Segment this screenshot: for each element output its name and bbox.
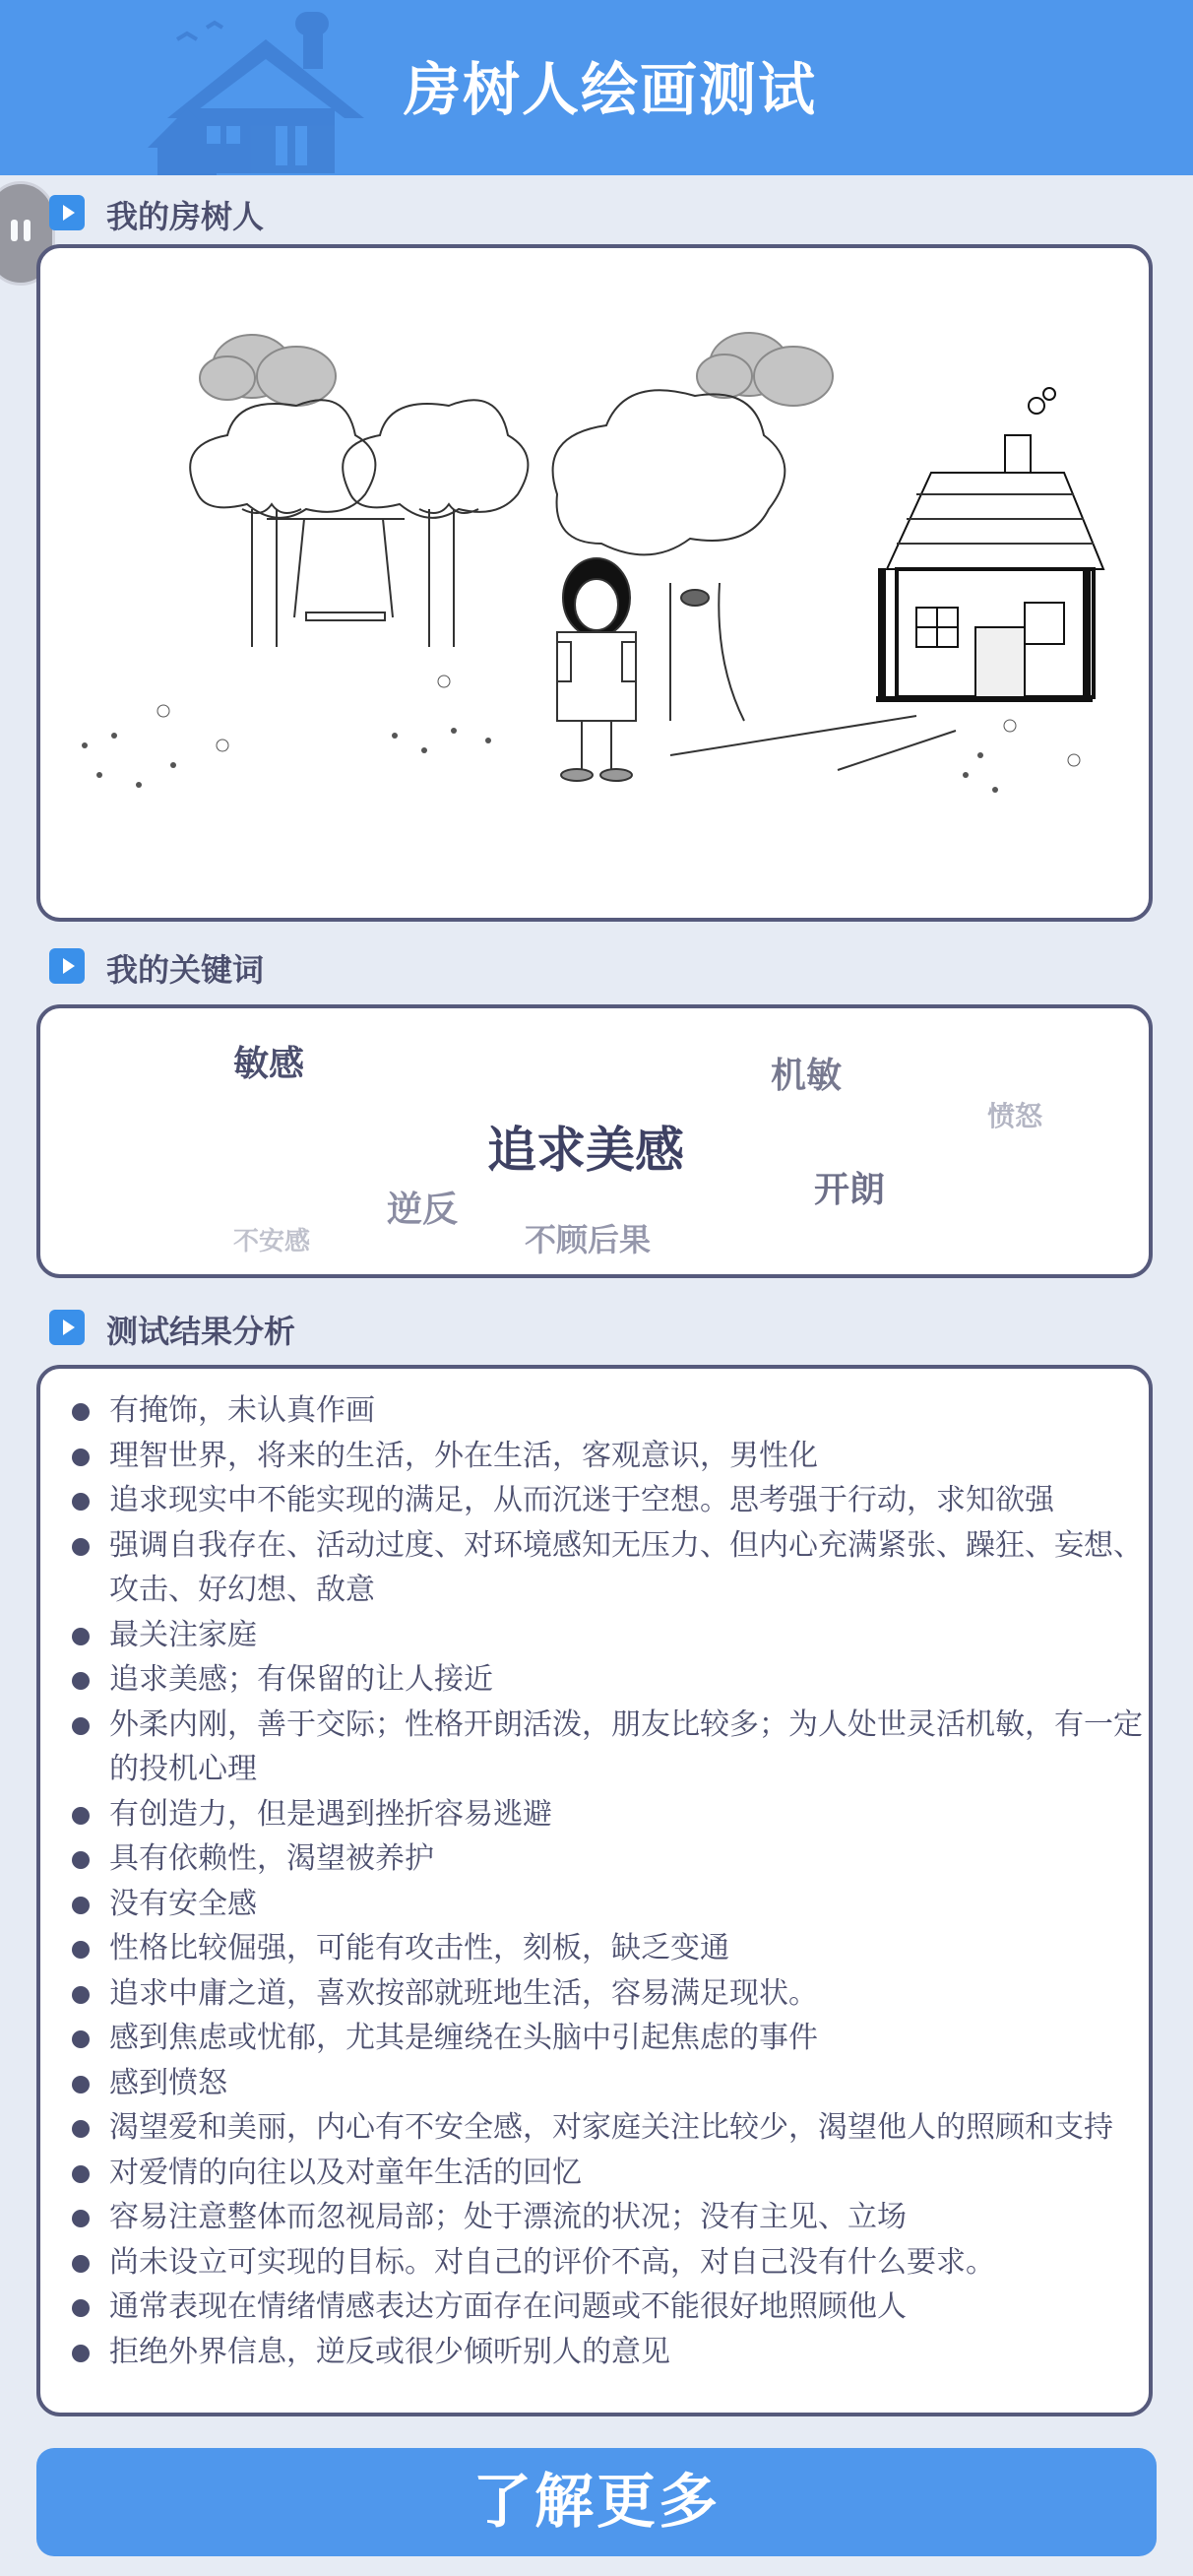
analysis-item: 有掩饰，未认真作画 [68, 1388, 1149, 1434]
analysis-item: 拒绝外界信息，逆反或很少倾听别人的意见 [68, 2330, 1149, 2375]
section-title: 测试结果分析 [106, 1313, 296, 1350]
keyword: 不安感 [233, 1227, 311, 1256]
analysis-item: 最关注家庭 [68, 1613, 1149, 1658]
drawing-card [36, 244, 1153, 922]
pause-bar-icon [24, 220, 31, 241]
keyword: 敏感 [233, 1044, 305, 1084]
section-title: 我的关键词 [106, 951, 265, 989]
keyword: 愤怒 [987, 1100, 1043, 1132]
analysis-item: 性格比较倔强，可能有攻击性，刻板，缺乏变通 [68, 1926, 1149, 1971]
analysis-item: 具有依赖性，渴望被养护 [68, 1836, 1149, 1882]
analysis-item: 强调自我存在、活动过度、对环境感知无压力、但内心充满紧张、躁狂、妄想、攻击、好幻想、敌意 [68, 1523, 1149, 1613]
analysis-item: 感到愤怒 [68, 2061, 1149, 2106]
analysis-item: 通常表现在情绪情感表达方面存在问题或不能很好地照顾他人 [68, 2285, 1149, 2330]
twin-trees-with-swing [190, 400, 528, 647]
analysis-item: 对爱情的向往以及对童年生活的回忆 [68, 2151, 1149, 2196]
keywords-card [36, 1004, 1153, 1278]
house-tree-person-drawing [40, 248, 1149, 918]
analysis-item: 渴望爱和美丽，内心有不安全感，对家庭关注比较少，渴望他人的照顾和支持 [68, 2105, 1149, 2151]
analysis-item: 有创造力，但是遇到挫折容易逃避 [68, 1792, 1149, 1837]
section-title: 我的房树人 [106, 198, 265, 235]
analysis-item: 追求美感；有保留的让人接近 [68, 1657, 1149, 1703]
person-figure [557, 558, 636, 781]
play-icon [49, 948, 85, 984]
keyword: 机敏 [771, 1056, 843, 1096]
analysis-item: 理智世界，将来的生活，外在生活，客观意识，男性化 [68, 1434, 1149, 1479]
analysis-item: 追求中庸之道，喜欢按部就班地生活，容易满足现状。 [68, 1971, 1149, 2017]
analysis-card[interactable] [36, 1365, 1153, 2416]
keyword: 追求美感 [487, 1122, 684, 1179]
play-icon [49, 1310, 85, 1345]
analysis-item: 追求现实中不能实现的满足，从而沉迷于空想。思考强于行动，求知欲强 [68, 1478, 1149, 1523]
analysis-item: 尚未设立可实现的目标。对自己的评价不高，对自己没有什么要求。 [68, 2240, 1149, 2286]
cloud-icon [200, 335, 336, 406]
analysis-list [40, 1369, 1149, 2374]
analysis-item: 感到焦虑或忧郁，尤其是缠绕在头脑中引起焦虑的事件 [68, 2016, 1149, 2061]
house-drawing [877, 388, 1103, 701]
analysis-item: 没有安全感 [68, 1882, 1149, 1927]
keyword: 不顾后果 [525, 1221, 652, 1258]
learn-more-button[interactable]: 了解更多 [36, 2448, 1157, 2556]
page-title: 房树人绘画测试 [404, 56, 818, 123]
keyword: 逆反 [387, 1190, 459, 1230]
keyword: 开朗 [814, 1170, 886, 1210]
play-icon [49, 195, 85, 230]
analysis-item: 容易注意整体而忽视局部；处于漂流的状况；没有主见、立场 [68, 2195, 1149, 2240]
house-logo-icon [148, 0, 404, 175]
analysis-item: 外柔内刚，善于交际；性格开朗活泼，朋友比较多；为人处世灵活机敏，有一定的投机心理 [68, 1703, 1149, 1792]
app-header [0, 0, 1193, 175]
pause-bar-icon [11, 220, 18, 241]
